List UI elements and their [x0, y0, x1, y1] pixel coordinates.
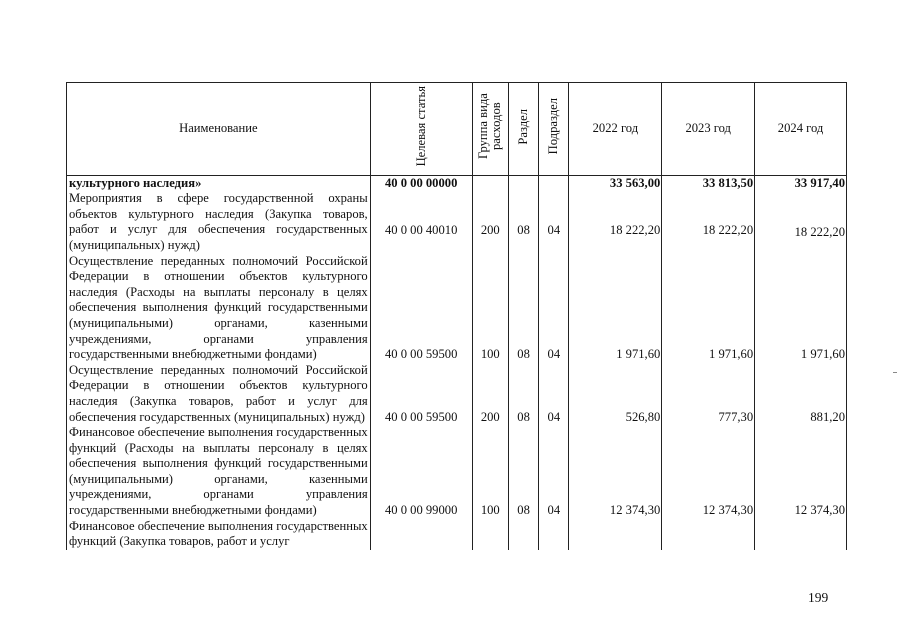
header-group: Группа вида расходов — [472, 83, 508, 176]
row-subsection: 04 — [539, 363, 569, 425]
row-subsection — [539, 519, 569, 550]
header-subsection: Подраздел — [539, 83, 569, 176]
header-2024: 2024 год — [755, 83, 847, 176]
header-2023: 2023 год — [662, 83, 755, 176]
row-name: Финансовое обеспечение выполнения государственных функций (Закупка товаров, работ и услуг — [67, 519, 371, 550]
table-row — [67, 175, 847, 191]
row-2022 — [569, 519, 662, 550]
row-2024 — [755, 519, 847, 550]
row-section — [508, 175, 538, 191]
row-code: 40 0 00 59500 — [370, 254, 472, 363]
row-section: 08 — [508, 254, 538, 363]
row-group: 200 — [472, 363, 508, 425]
row-section: 08 — [508, 425, 538, 519]
row-2022: 33 563,00 — [569, 175, 662, 191]
row-2024: 881,20 — [755, 363, 847, 425]
table-row — [67, 363, 847, 425]
row-group — [472, 175, 508, 191]
row-2024: 1 971,60 — [755, 254, 847, 363]
table-row — [67, 191, 847, 253]
header-name: Наименование — [67, 83, 371, 176]
row-name: Финансовое обеспечение выполнения государственных функций (Расходы на выплаты персоналу в целях обеспечения выполнения функций государственными (муниципальными) органами, казенными учреждениями, органами управления государственными внебюджетными фондами) — [67, 425, 371, 519]
row-name: Осуществление переданных полномочий Российской Федерации в отношении объектов культурного наследия (Расходы на выплаты персоналу в целях обеспечения выполнения функций государственными (муниципальными) органами, казенными учреждениями, органами управления государственными внебюджетными фондами) — [67, 254, 371, 363]
page-number: 199 — [808, 590, 829, 605]
header-code: Целевая статья — [370, 83, 472, 176]
table-row — [67, 519, 847, 550]
row-2023: 777,30 — [662, 363, 755, 425]
row-2024: 33 917,40 — [755, 175, 847, 191]
row-code — [370, 519, 472, 550]
table-row — [67, 425, 847, 519]
row-name: Осуществление переданных полномочий Российской Федерации в отношении объектов культурного наследия (Закупка товаров, работ и услуг для обеспечения государственных (муниципальных) нужд) — [67, 363, 371, 425]
header-section: Раздел — [508, 83, 538, 176]
row-2023: 18 222,20 — [662, 191, 755, 253]
row-2022: 12 374,30 — [569, 425, 662, 519]
row-code: 40 0 00 00000 — [370, 175, 472, 191]
row-subsection — [539, 175, 569, 191]
row-name: Мероприятия в сфере государственной охраны объектов культурного наследия (Закупка товаров, работ и услуг для обеспечения государственных (муниципальных) нужд) — [67, 191, 371, 253]
row-subsection: 04 — [539, 425, 569, 519]
row-2023: 12 374,30 — [662, 425, 755, 519]
row-2023: 1 971,60 — [662, 254, 755, 363]
row-group: 100 — [472, 254, 508, 363]
row-2022: 1 971,60 — [569, 254, 662, 363]
row-subsection: 04 — [539, 191, 569, 253]
row-code: 40 0 00 59500 — [370, 363, 472, 425]
margin-tick — [893, 372, 897, 373]
row-section: 08 — [508, 363, 538, 425]
row-2024: 12 374,30 — [755, 425, 847, 519]
budget-table — [66, 82, 847, 550]
row-section: 08 — [508, 191, 538, 253]
row-2023 — [662, 519, 755, 550]
row-2023: 33 813,50 — [662, 175, 755, 191]
row-2022: 526,80 — [569, 363, 662, 425]
table-row — [67, 254, 847, 363]
row-section — [508, 519, 538, 550]
row-code: 40 0 00 40010 — [370, 191, 472, 253]
row-2024: 18 222,20 — [755, 191, 847, 253]
row-2022: 18 222,20 — [569, 191, 662, 253]
header-2022: 2022 год — [569, 83, 662, 176]
row-group: 200 — [472, 191, 508, 253]
row-group — [472, 519, 508, 550]
row-group: 100 — [472, 425, 508, 519]
row-name: культурного наследия» — [67, 175, 371, 191]
row-code: 40 0 00 99000 — [370, 425, 472, 519]
table-header-row — [67, 83, 847, 176]
row-subsection: 04 — [539, 254, 569, 363]
